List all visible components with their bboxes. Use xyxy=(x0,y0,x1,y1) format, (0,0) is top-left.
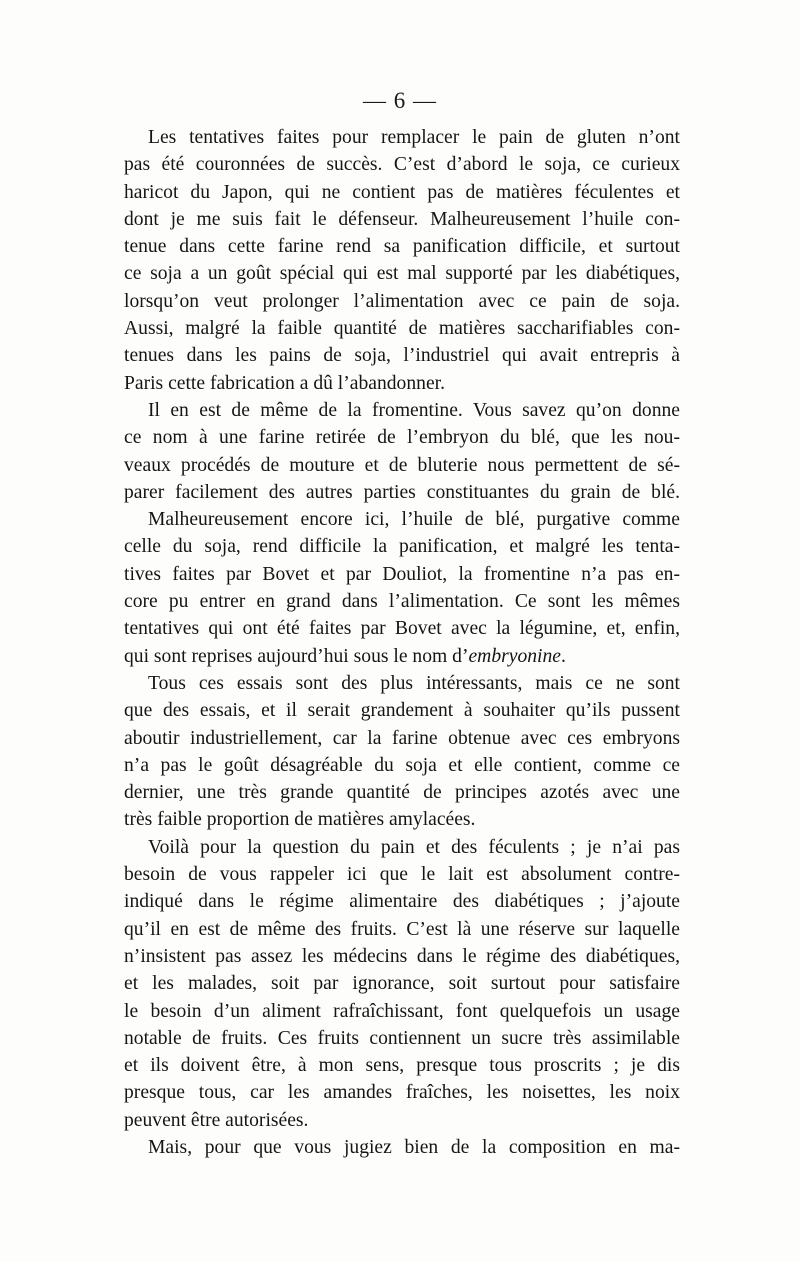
text-line: et les malades, soit par ignorance, soit surtout pour satisfaire xyxy=(124,973,680,995)
text-line: parer facilement des autres parties constituantes du grain de blé. xyxy=(124,481,680,503)
text-line: qu’il en est de même des fruits. C’est là une réserve sur laquelle xyxy=(124,918,680,940)
italic-term: embryonine xyxy=(468,645,561,667)
paragraph-6 xyxy=(124,1134,680,1161)
text-line: Paris cette fabrication a dû l’abandonner. xyxy=(124,372,445,394)
text-line: ce nom à une farine retirée de l’embryon du blé, que les nou- xyxy=(124,427,680,449)
text-line: Malheureusement encore ici, l’huile de blé, purgative comme xyxy=(148,509,680,531)
text-line: Tous ces essais sont des plus intéressants, mais ce ne sont xyxy=(148,672,680,694)
text-line: Voilà pour la question du pain et des féculents ; je n’ai pas xyxy=(148,836,680,858)
text-line: aboutir industriellement, car la farine obtenue avec ces embryons xyxy=(124,727,680,749)
text-line: notable de fruits. Ces fruits contiennent un sucre très assimilable xyxy=(124,1027,680,1049)
page-number: — 6 — xyxy=(363,88,437,113)
text-line: n’insistent pas assez les médecins dans le régime des diabétiques, xyxy=(124,945,680,967)
text-line: n’a pas le goût désagréable du soja et elle contient, comme ce xyxy=(124,754,680,776)
text-line: dernier, une très grande quantité de principes azotés avec une xyxy=(124,782,680,804)
text-line: tentatives qui ont été faites par Bovet avec la légumine, et, enfin, xyxy=(124,618,680,640)
paragraph-2 xyxy=(124,397,680,506)
text-line: indiqué dans le régime alimentaire des diabétiques ; j’ajoute xyxy=(124,891,680,913)
paragraph-5 xyxy=(124,834,680,1134)
text-line: peuvent être autorisées. xyxy=(124,1109,309,1131)
text-line: tenue dans cette farine rend sa panification difficile, et surtout xyxy=(124,236,680,258)
text-line: Aussi, malgré la faible quantité de matières saccharifiables con- xyxy=(124,318,680,340)
text-line: ce soja a un goût spécial qui est mal supporté par les diabétiques, xyxy=(124,263,680,285)
text-line: dont je me suis fait le défenseur. Malheureusement l’huile con- xyxy=(124,208,680,230)
text-line: haricot du Japon, qui ne contient pas de matières féculentes et xyxy=(124,181,680,203)
text-fragment: qui sont reprises aujourd’hui sous le nom d’ xyxy=(124,645,469,667)
text-line: tives faites par Bovet et par Douliot, la fromentine n’a pas en- xyxy=(124,563,680,585)
text-line: et ils doivent être, à mon sens, presque tous proscrits ; je dis xyxy=(124,1055,680,1077)
text-line-with-italic xyxy=(124,643,680,670)
text-line: que des essais, et il serait grandement à souhaiter qu’ils pussent xyxy=(124,700,680,722)
paragraph-4 xyxy=(124,670,680,834)
text-line: lorsqu’on veut prolonger l’alimentation avec ce pain de soja. xyxy=(124,290,680,312)
paragraph-3 xyxy=(124,506,680,670)
text-line: Mais, pour que vous jugiez bien de la composition en ma- xyxy=(148,1136,680,1158)
text-line: le besoin d’un aliment rafraîchissant, font quelquefois un usage xyxy=(124,1000,680,1022)
paragraph-1 xyxy=(124,124,680,397)
text-line: tenues dans les pains de soja, l’industriel qui avait entrepris à xyxy=(124,345,680,367)
text-line: pas été couronnées de succès. C’est d’abord le soja, ce curieux xyxy=(124,154,680,176)
text-line: core pu entrer en grand dans l’alimentation. Ce sont les mêmes xyxy=(124,591,680,613)
text-fragment: . xyxy=(560,645,566,667)
text-line: veaux procédés de mouture et de bluterie nous permettent de sé- xyxy=(124,454,680,476)
text-line: Il en est de même de la fromentine. Vous savez qu’on donne xyxy=(148,399,680,421)
text-line: besoin de vous rappeler ici que le lait est absolument contre- xyxy=(124,864,680,886)
text-line: celle du soja, rend difficile la panification, et malgré les tenta- xyxy=(124,536,680,558)
text-line: presque tous, car les amandes fraîches, les noisettes, les noix xyxy=(124,1082,680,1104)
text-line: Les tentatives faites pour remplacer le pain de gluten n’ont xyxy=(148,127,680,148)
body-text xyxy=(124,124,680,1161)
text-line: très faible proportion de matières amylacées. xyxy=(124,809,476,831)
